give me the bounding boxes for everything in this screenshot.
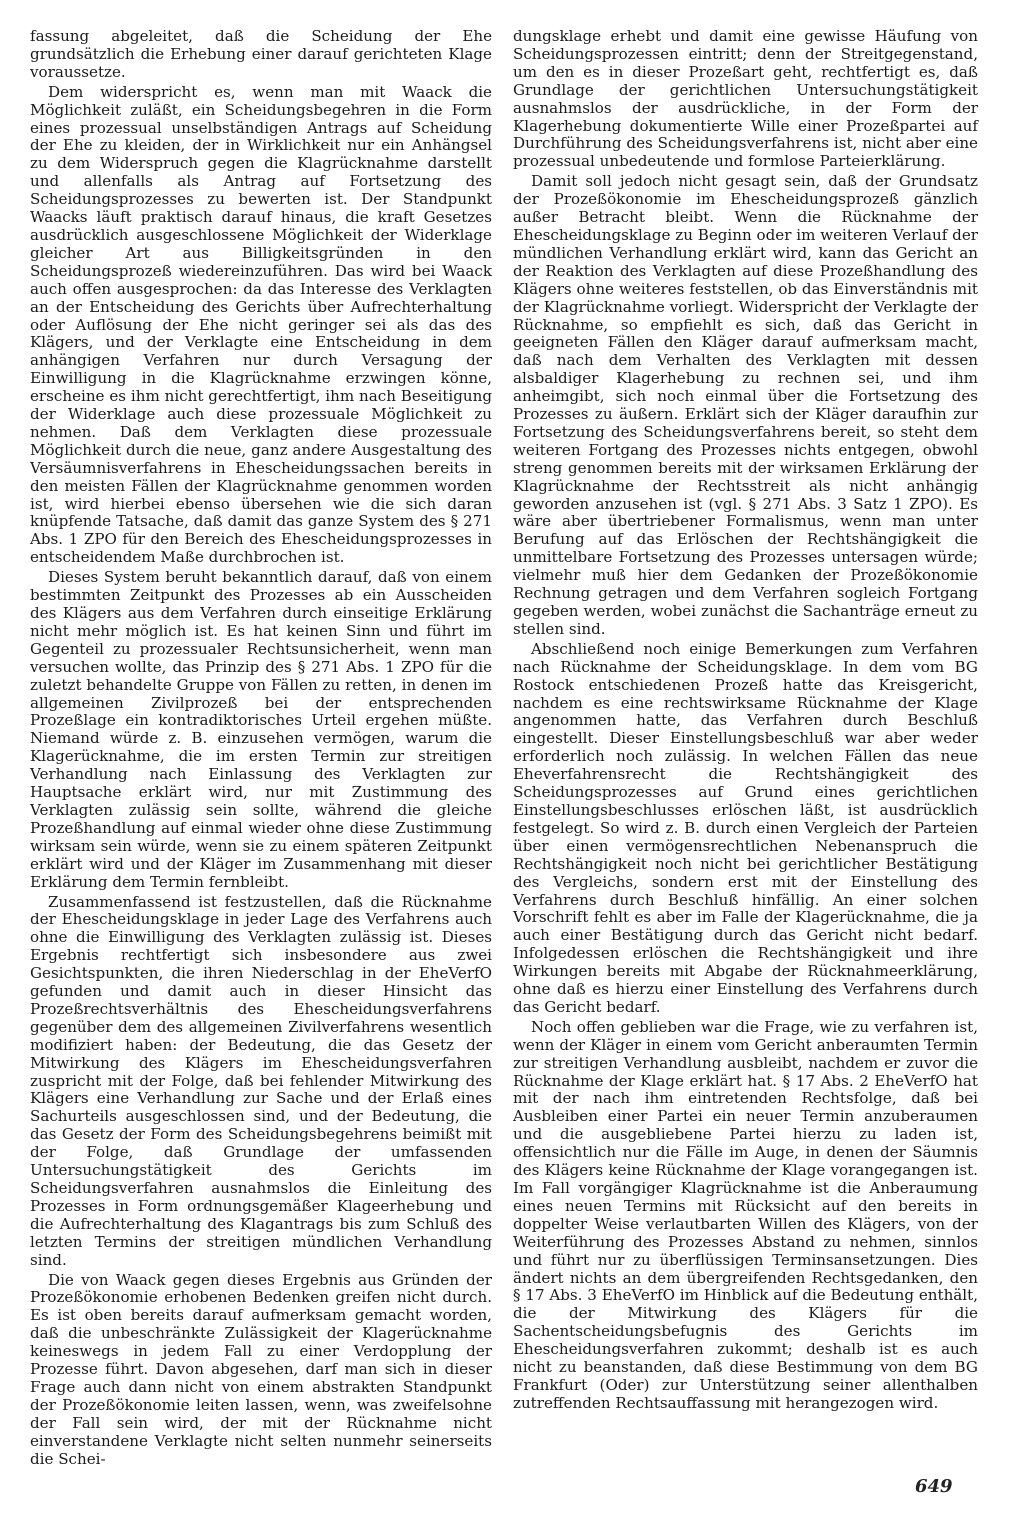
paragraph: Damit soll jedoch nicht gesagt sein, daß der Grundsatz der Prozeßökonomie im Ehescheidungsprozeß gänzlich außer Betracht bleibt. Wenn die Rücknahme der Ehescheidungsklage zu Beginn oder im weiteren Verlauf der mündlichen Verhandlung erklärt wird, kann das Gericht an der Reaktion des Verklagten auf diese Prozeßhandlung des Klägers ohne weiteres feststellen, ob das Einverständnis mit der Klagrücknahme vorliegt. Widerspricht der Verklagte der Rücknahme, so empfiehlt es sich, daß das Gericht in geeigneten Fällen den Kläger darauf aufmerksam macht, daß nach dem Verhalten des Verklagten mit dessen alsbaldiger Klagerhebung zu rechnen sei, und ihm anheimgibt, sich noch einmal über die Fortsetzung des Prozesses zu äußern. Erklärt sich der Kläger daraufhin zur Fortsetzung des Scheidungsverfahrens bereit, so steht dem weiteren Fortgang des Prozesses nichts entgegen, obwohl streng genommen bereits mit der wirksamen Erklärung der Klagrücknahme der Rechtsstreit als nicht anhängig geworden anzusehen ist (vgl. § 271 Abs. 3 Satz 1 ZPO). Es wäre aber übertriebener Formalismus, wenn man unter Berufung auf das Erlöschen der Rechtshängigkeit die unmittelbare Fortsetzung des Prozesses untersagen würde; vielmehr muß hier dem Gedanken der Prozeßökonomie Rechnung getragen und dem Verfahren sogleich Fortgang gegeben werden, wobei zunächst die Sachanträge erneut zu stellen sind. [513, 172, 978, 638]
paragraph: Zusammenfassend ist festzustellen, daß die Rücknahme der Ehescheidungsklage in jeder Lage des Verfahrens auch ohne die Einwilligung des Verklagten zulässig ist. Dieses Ergebnis rechtfertigt sich insbesondere aus zwei Gesichtspunkten, die ihren Niederschlag in der EheVerfO gefunden und damit auch in dieser Hinsicht das Prozeßrechtsverhältnis des Ehescheidungsverfahrens gegenüber dem des allgemeinen Zivilverfahrens wesentlich modifiziert haben: der Bedeutung, die das Gesetz der Mitwirkung des Klägers im Ehescheidungsverfahren zuspricht mit der Folge, daß bei fehlender Mitwirkung des Klägers eine Verhandlung zur Sache und der Erlaß eines Sachurteils ausgeschlossen sind, und der Bedeutung, die das Gesetz der Form des Scheidungsbegehrens beimißt mit der Folge, daß Grundlage der umfassenden Untersuchungstätigkeit des Gerichts im Scheidungsverfahren ausnahmslos die Einleitung des Prozesses in Form ordnungsgemäßer Klageerhebung und die Aufrechterhaltung des Klagantrags bis zum Schluß des letzten Termins der streitigen mündlichen Verhandlung sind. [30, 892, 492, 1269]
paragraph: dungsklage erhebt und damit eine gewisse Häufung von Scheidungsprozessen eintritt; denn der Streitgegenstand, um den es in dieser Prozeßart geht, rechtfertigt es, daß Grundlage der gerichtlichen Untersuchungstätigkeit ausnahmslos der ausdrückliche, in der Form der Klagerhebung dokumentierte Wille einer Prozeßpartei auf Durchführung des Scheidungsverfahrens ist, nicht aber eine prozessual unbedeutende und formlose Parteierklärung. [513, 27, 978, 171]
page-number: 649 [915, 1476, 953, 1497]
paragraph: Dieses System beruht bekanntlich darauf, daß von einem bestimmten Zeitpunkt des Prozesses ab ein Ausscheiden des Klägers aus dem Verfahren durch einseitige Erklärung nicht mehr möglich ist. Es hat keinen Sinn und führt im Gegenteil zu prozessualer Rechtsunsicherheit, wenn man versuchen wollte, das Prinzip des § 271 Abs. 1 ZPO für die zuletzt behandelte Gruppe von Fällen zu retten, in denen im allgemeinen Zivilprozeß bei der entsprechenden Prozeßlage ein kontradiktorisches Urteil ergehen müßte. Niemand würde z. B. einzusehen vermögen, warum die Klagerücknahme, die im ersten Termin zur streitigen Verhandlung nach Einlassung des Verklagten zur Hauptsache erklärt wird, nur mit Zustimmung des Verklagten zulässig sein sollte, während die gleiche Prozeßhandlung auf einmal wieder ohne diese Zustimmung wirksam sein würde, wenn sie zu einem späteren Zeitpunkt erklärt wird und der Kläger im Zusammenhang mit dieser Erklärung dem Termin fernbleibt. [30, 568, 492, 891]
left-text-column [30, 28, 492, 1471]
paragraph: Die von Waack gegen dieses Ergebnis aus Gründen der Prozeßökonomie erhobenen Bedenken greifen nicht durch. Es ist oben bereits darauf aufmerksam gemacht worden, daß die unbeschränkte Zulässigkeit der Klagerücknahme keineswegs in jedem Fall zu einer Verdopplung der Prozesse führt. Davon abgesehen, darf man sich in dieser Frage auch dann nicht von einem abstrakten Standpunkt der Prozeßökonomie leiten lassen, wenn, was zweifelsohne der Fall sein wird, der mit der Rücknahme nicht einverstandene Verklagte nicht selten nunmehr seinerseits die Schei- [30, 1270, 492, 1468]
paragraph: Noch offen geblieben war die Frage, wie zu verfahren ist, wenn der Kläger in einem vom Gericht anberaumten Termin zur streitigen Verhandlung ausbleibt, nachdem er zuvor die Rücknahme der Klage erklärt hat. § 17 Abs. 2 EheVerfO hat mit der nach ihm eintretenden Rechtsfolge, daß bei Ausbleiben einer Partei ein neuer Termin anzuberaumen und die ausgebliebene Partei hierzu zu laden ist, offensichtlich nur die Fälle im Auge, in denen der Säumnis des Klägers keine Rücknahme der Klage vorangegangen ist. Im Fall vorgängiger Klagrücknahme ist die Anberaumung eines neuen Termins mit Rücksicht auf den bereits in doppelter Weise verlautbarten Willen des Klägers, von der Weiterführung des Prozesses Abstand zu nehmen, sinnlos und führt nur zu überflüssigen Terminsansetzungen. Dies ändert nichts an dem übergreifenden Rechtsgedanken, den § 17 Abs. 3 EheVerfO im Hinblick auf die Bedeutung enthält, die der Mitwirkung des Klägers für die Sachentscheidungsbefugnis des Gerichts im Ehescheidungsverfahren zukommt; deshalb ist es auch nicht zu beanstanden, daß diese Bestimmung von dem BG Frankfurt (Oder) zur Unterstützung seiner allenthalben zutreffenden Rechtsauffassung mit herangezogen wird. [513, 1017, 978, 1412]
paragraph: Abschließend noch einige Bemerkungen zum Verfahren nach Rücknahme der Scheidungsklage. In dem vom BG Rostock entschiedenen Prozeß hatte das Kreisgericht, nachdem es eine rechtswirksame Rücknahme der Klage angenommen hatte, das Verfahren durch Beschluß eingestellt. Dieser Einstellungsbeschluß war aber weder erforderlich noch zulässig. In welchen Fällen das neue Eheverfahrensrecht die Rechtshängigkeit des Scheidungsprozesses auf Grund eines gerichtlichen Einstellungsbeschlusses erlöschen läßt, ist ausdrücklich festgelegt. So wird z. B. durch einen Vergleich der Parteien über einen vermögensrechtlichen Nebenanspruch die Rechtshängigkeit noch nicht bei gerichtlicher Bestätigung des Vergleichs, sondern erst mit der Einstellung des Verfahrens durch Beschluß hinfällig. An einer solchen Vorschrift fehlt es aber im Falle der Klagerücknahme, die ja auch einer Bestätigung durch das Gericht nicht bedarf. Infolgedessen erlöschen die Rechtshängigkeit und ihre Wirkungen bereits mit Abgabe der Rücknahmeerklärung, ohne daß es hierzu einer Einstellung des Verfahrens durch das Gericht bedarf. [513, 639, 978, 1016]
paragraph: Dem widerspricht es, wenn man mit Waack die Möglichkeit zuläßt, ein Scheidungsbegehren in die Form eines prozessual unselbständigen Antrags auf Scheidung der Ehe zu kleiden, der in Wirklichkeit nur ein Anhängsel zu dem Widerspruch gegen die Klagrücknahme darstellt und allenfalls als Antrag auf Fortsetzung des Scheidungsprozesses zu bewerten ist. Der Standpunkt Waacks läuft praktisch darauf hinaus, die kraft Gesetzes ausdrücklich ausgeschlossene Möglichkeit der Widerklage gleicher Art aus Billigkeitsgründen in den Scheidungsprozeß wiedereinzuführen. Das wird bei Waack auch offen ausgesprochen: da das Interesse des Verklagten an der Entscheidung des Gerichts über Aufrechterhaltung oder Auflösung der Ehe nicht geringer sei als das des Klägers, und der Verklagte eine Entscheidung in dem anhängigen Verfahren nur durch Versagung der Einwilligung in die Klagrücknahme erzwingen könne, erscheine es ihm nicht gerechtfertigt, ihm nach Beseitigung der Widerklage auch diese prozessuale Möglichkeit zu nehmen. Daß dem Verklagten diese prozessuale Möglichkeit durch die neue, ganz andere Ausgestaltung des Versäumnisverfahrens in Ehescheidungssachen bereits in den meisten Fällen der Klagrücknahme genommen worden ist, wird hierbei ebenso übersehen wie die sich daran knüpfende Tatsache, daß damit das ganze System des § 271 Abs. 1 ZPO für den Bereich des Ehescheidungsprozesses in entscheidendem Maße durchbrochen ist. [30, 82, 492, 567]
right-text-column [513, 28, 978, 1415]
paragraph: fassung abgeleitet, daß die Scheidung der Ehe grundsätzlich die Erhebung einer darauf gerichteten Klage voraussetze. [30, 27, 492, 81]
